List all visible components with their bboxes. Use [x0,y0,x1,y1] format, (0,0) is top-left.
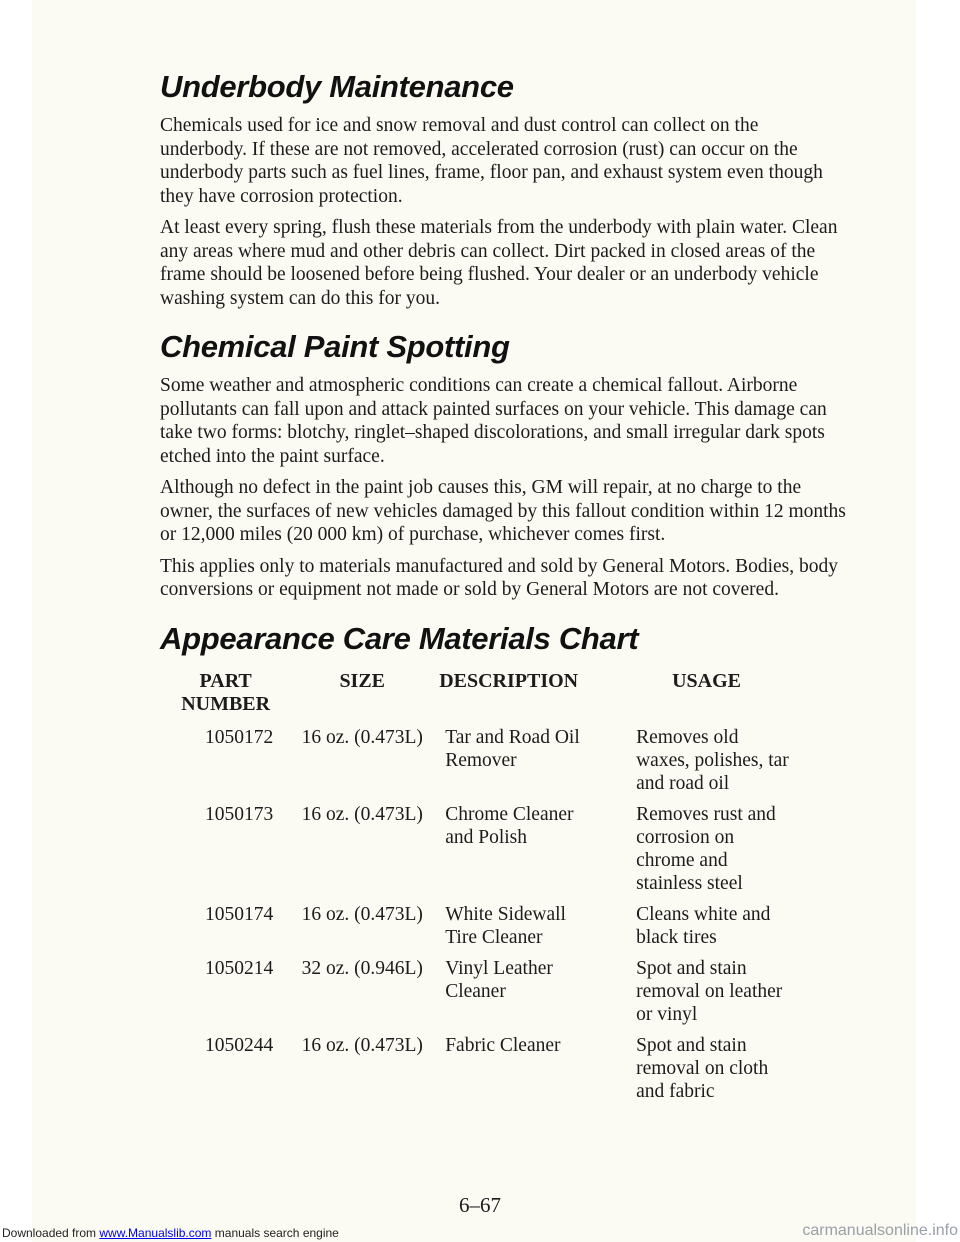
paragraph: This applies only to materials manufactured and sold by General Motors. Bodies, body conversions or equipment not made or sold by General Motors are not covered. [160,555,839,600]
paragraph: Chemicals used for ice and snow removal and dust control can collect on the underbody. If these are not removed, accelerated corrosion (rust) can occur on the underbody parts such as fuel lines, frame, floor pan, and exhaust system even though they have corrosion protection. [160,115,823,207]
manualslib-link[interactable]: www.Manualslib.com [99,1226,212,1240]
table-row [160,903,850,957]
cell-size: 16 oz. (0.473L) [301,803,423,825]
cell-description: White Sidewall Tire Cleaner [445,903,566,948]
column-header-part-number: PART NUMBER [181,669,271,715]
cell-description: Vinyl Leather Cleaner [445,957,553,1002]
paragraph: Although no defect in the paint job causes this, GM will repair, at no charge to the owner, the surfaces of new vehicles damaged by this fallout condition within 12 months or 12,000 miles (20 000 km) of purchase, whichever comes first. [160,477,846,545]
cell-usage: Cleans white and black tires [636,903,771,948]
cell-part-number: 1050174 [205,903,274,925]
column-header-usage: USAGE [672,669,741,692]
cell-usage: Removes rust and corrosion on chrome and stainless steel [636,803,776,894]
footer-suffix: manuals search engine [211,1226,339,1240]
table-row [160,957,850,1034]
column-header-description: DESCRIPTION [439,669,579,692]
materials-chart-table [160,670,850,1111]
watermark-text: carmanualsonline.info [802,1222,958,1239]
page-number: 6–67 [459,1193,501,1217]
heading-underbody-maintenance: Underbody Maintenance [160,69,514,104]
cell-size: 16 oz. (0.473L) [301,1034,423,1056]
cell-description: Tar and Road Oil Remover [445,726,580,771]
cell-usage: Spot and stain removal on cloth and fabric [636,1034,769,1102]
table-row [160,1034,850,1111]
cell-part-number: 1050214 [205,957,274,979]
manual-page [32,0,916,1242]
table-row [160,803,850,903]
table-row [160,726,850,803]
paragraph: Some weather and atmospheric conditions can create a chemical fallout. Airborne pollutants can fall upon and attack painted surfaces on your vehicle. This damage can take two forms: blotchy, ringlet–shaped discolorations, and small irregular dark spots etched into the paint surface. [160,375,827,467]
cell-usage: Spot and stain removal on leather or vinyl [636,957,783,1025]
cell-usage: Removes old waxes, polishes, tar and road oil [636,726,789,794]
cell-description: Fabric Cleaner [445,1034,561,1056]
heading-appearance-care-chart: Appearance Care Materials Chart [160,620,639,656]
page-content [160,68,850,1111]
heading-chemical-paint-spotting: Chemical Paint Spotting [160,329,510,364]
cell-part-number: 1050244 [205,1034,274,1056]
cell-size: 16 oz. (0.473L) [301,726,423,748]
cell-part-number: 1050173 [205,803,274,825]
table-body [160,726,850,1111]
footer-prefix: Downloaded from [2,1226,100,1240]
cell-part-number: 1050172 [205,726,274,748]
column-header-size: SIZE [339,669,386,692]
cell-description: Chrome Cleaner and Polish [445,803,574,848]
cell-size: 32 oz. (0.946L) [301,957,423,979]
cell-size: 16 oz. (0.473L) [301,903,423,925]
download-footer [2,1226,339,1240]
paragraph: At least every spring, flush these materials from the underbody with plain water. Clean any areas where mud and other debris can collect. Dirt packed in closed areas of the frame should be loosened before being flushed. Your dealer or an underbody vehicle washing system can do this for you. [160,217,838,309]
table-header-row [160,670,850,726]
